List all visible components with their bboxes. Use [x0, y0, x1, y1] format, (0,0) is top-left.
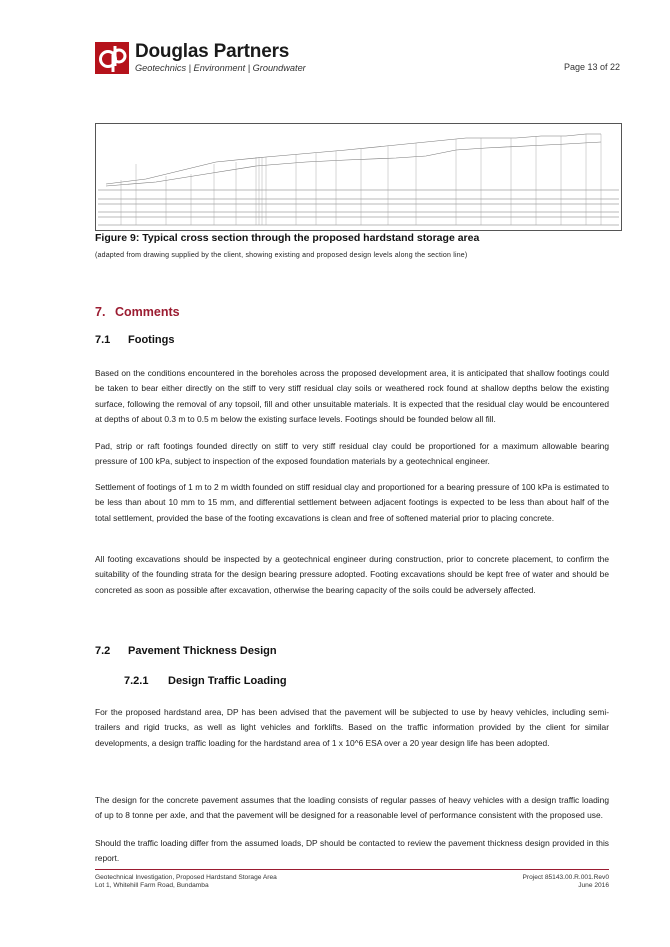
- cross-section-figure: [95, 123, 622, 231]
- section-7-2-1-number: 7.2.1: [124, 675, 149, 687]
- proposed-level-line: [106, 134, 601, 184]
- existing-level-line: [106, 142, 601, 186]
- section-7-2-number: 7.2: [95, 645, 111, 657]
- footer-project-title: Geotechnical Investigation, Proposed Hardstand Storage Area: [95, 874, 277, 881]
- chainage-ticks: [121, 134, 601, 225]
- section-7-1-title: Footings: [128, 334, 175, 346]
- footer-project-number: Project 85143.00.R.001.Rev0: [522, 874, 609, 881]
- section-7-2-1-heading: [124, 675, 287, 687]
- traffic-paragraph-2: The design for the concrete pavement assumes that the loading consists of regular passes of heavy vehicles with a design traffic loading of up to 8 tonne per axle, and that the pavement will be designed for a reasonable level of performance consistent with the proposed use.: [95, 795, 609, 821]
- traffic-paragraph-3: Should the traffic loading differ from the assumed loads, DP should be contacted to review the pavement thickness design provided in this report.: [95, 838, 609, 864]
- section-7-2-title: Pavement Thickness Design: [128, 645, 277, 657]
- traffic-paragraph-1: For the proposed hardstand area, DP has been advised that the pavement will be subjected to use by heavy vehicles, including semi-trailers and rigid trucks, as well as light vehicles and forklifts. Based on the traffic information provided by the client for similar developments, a design traffic loading for the hardstand area of 1 x 10^6 ESA over a 20 year design life has been adopted.: [95, 707, 609, 748]
- section-7-1-heading: [95, 334, 174, 346]
- section-7-number: 7.: [95, 305, 106, 319]
- footings-paragraph-1: Based on the conditions encountered in the boreholes across the proposed development area, it is anticipated that shallow footings could be taken to bear either directly on the stiff to very stiff residual clay soils or weathered rock found at shallow depths below the existing surface, following the removal of any topsoil, fill and other unsuitable materials. It is expected that the residual clay would be encountered at depths of about 0.3 m to 0.5 m below the existing surface levels. Footings should be founded below all fill.: [95, 368, 609, 425]
- section-7-heading: [95, 305, 180, 319]
- cross-section-drawing: [96, 124, 621, 230]
- figure-caption: Figure 9: Typical cross section through the proposed hardstand storage area: [95, 232, 480, 244]
- section-7-title: Comments: [115, 305, 180, 319]
- footer-site-address: Lot 1, Whitehill Farm Road, Bundamba: [95, 882, 209, 889]
- company-tagline: Geotechnics | Environment | Groundwater: [135, 63, 306, 73]
- figure-source-note: (adapted from drawing supplied by the client, showing existing and proposed design levels along the section line): [95, 252, 468, 259]
- logo-mark-icon: [95, 42, 129, 74]
- footings-paragraph-3: Settlement of footings of 1 m to 2 m width founded on stiff residual clay and proportioned for a bearing pressure of 100 kPa is estimated to be less than about 10 mm to 15 mm, and differential settlement between adjacent footings is expected to be less than about half of the total settlement, provided the base of the footing excavations is clean and free of softened material prior to placing concrete.: [95, 482, 609, 523]
- company-name: Douglas Partners: [135, 41, 290, 62]
- footer-date: June 2016: [578, 882, 609, 889]
- footer-rule: [95, 869, 609, 870]
- section-7-2-1-title: Design Traffic Loading: [168, 675, 287, 687]
- section-7-2-heading: [95, 645, 277, 657]
- company-logo: [95, 42, 310, 76]
- footer-right: [522, 874, 609, 890]
- footer-left: [95, 874, 277, 890]
- footings-paragraph-2: Pad, strip or raft footings founded directly on stiff to very stiff residual clay could be proportioned for a maximum allowable bearing pressure of 100 kPa, subject to inspection of the exposed foundation materials by a geotechnical engineer.: [95, 441, 609, 467]
- footings-paragraph-4: All footing excavations should be inspected by a geotechnical engineer during construction, prior to concrete placement, to confirm the suitability of the founding strata for the design bearing pressure adopted. Footing excavations should be kept free of water and should be concreted as soon as possible after excavation, otherwise the bearing capacity of the soils could be adversely affected.: [95, 554, 609, 595]
- section-7-1-number: 7.1: [95, 334, 111, 346]
- page-number: Page 13 of 22: [563, 62, 620, 72]
